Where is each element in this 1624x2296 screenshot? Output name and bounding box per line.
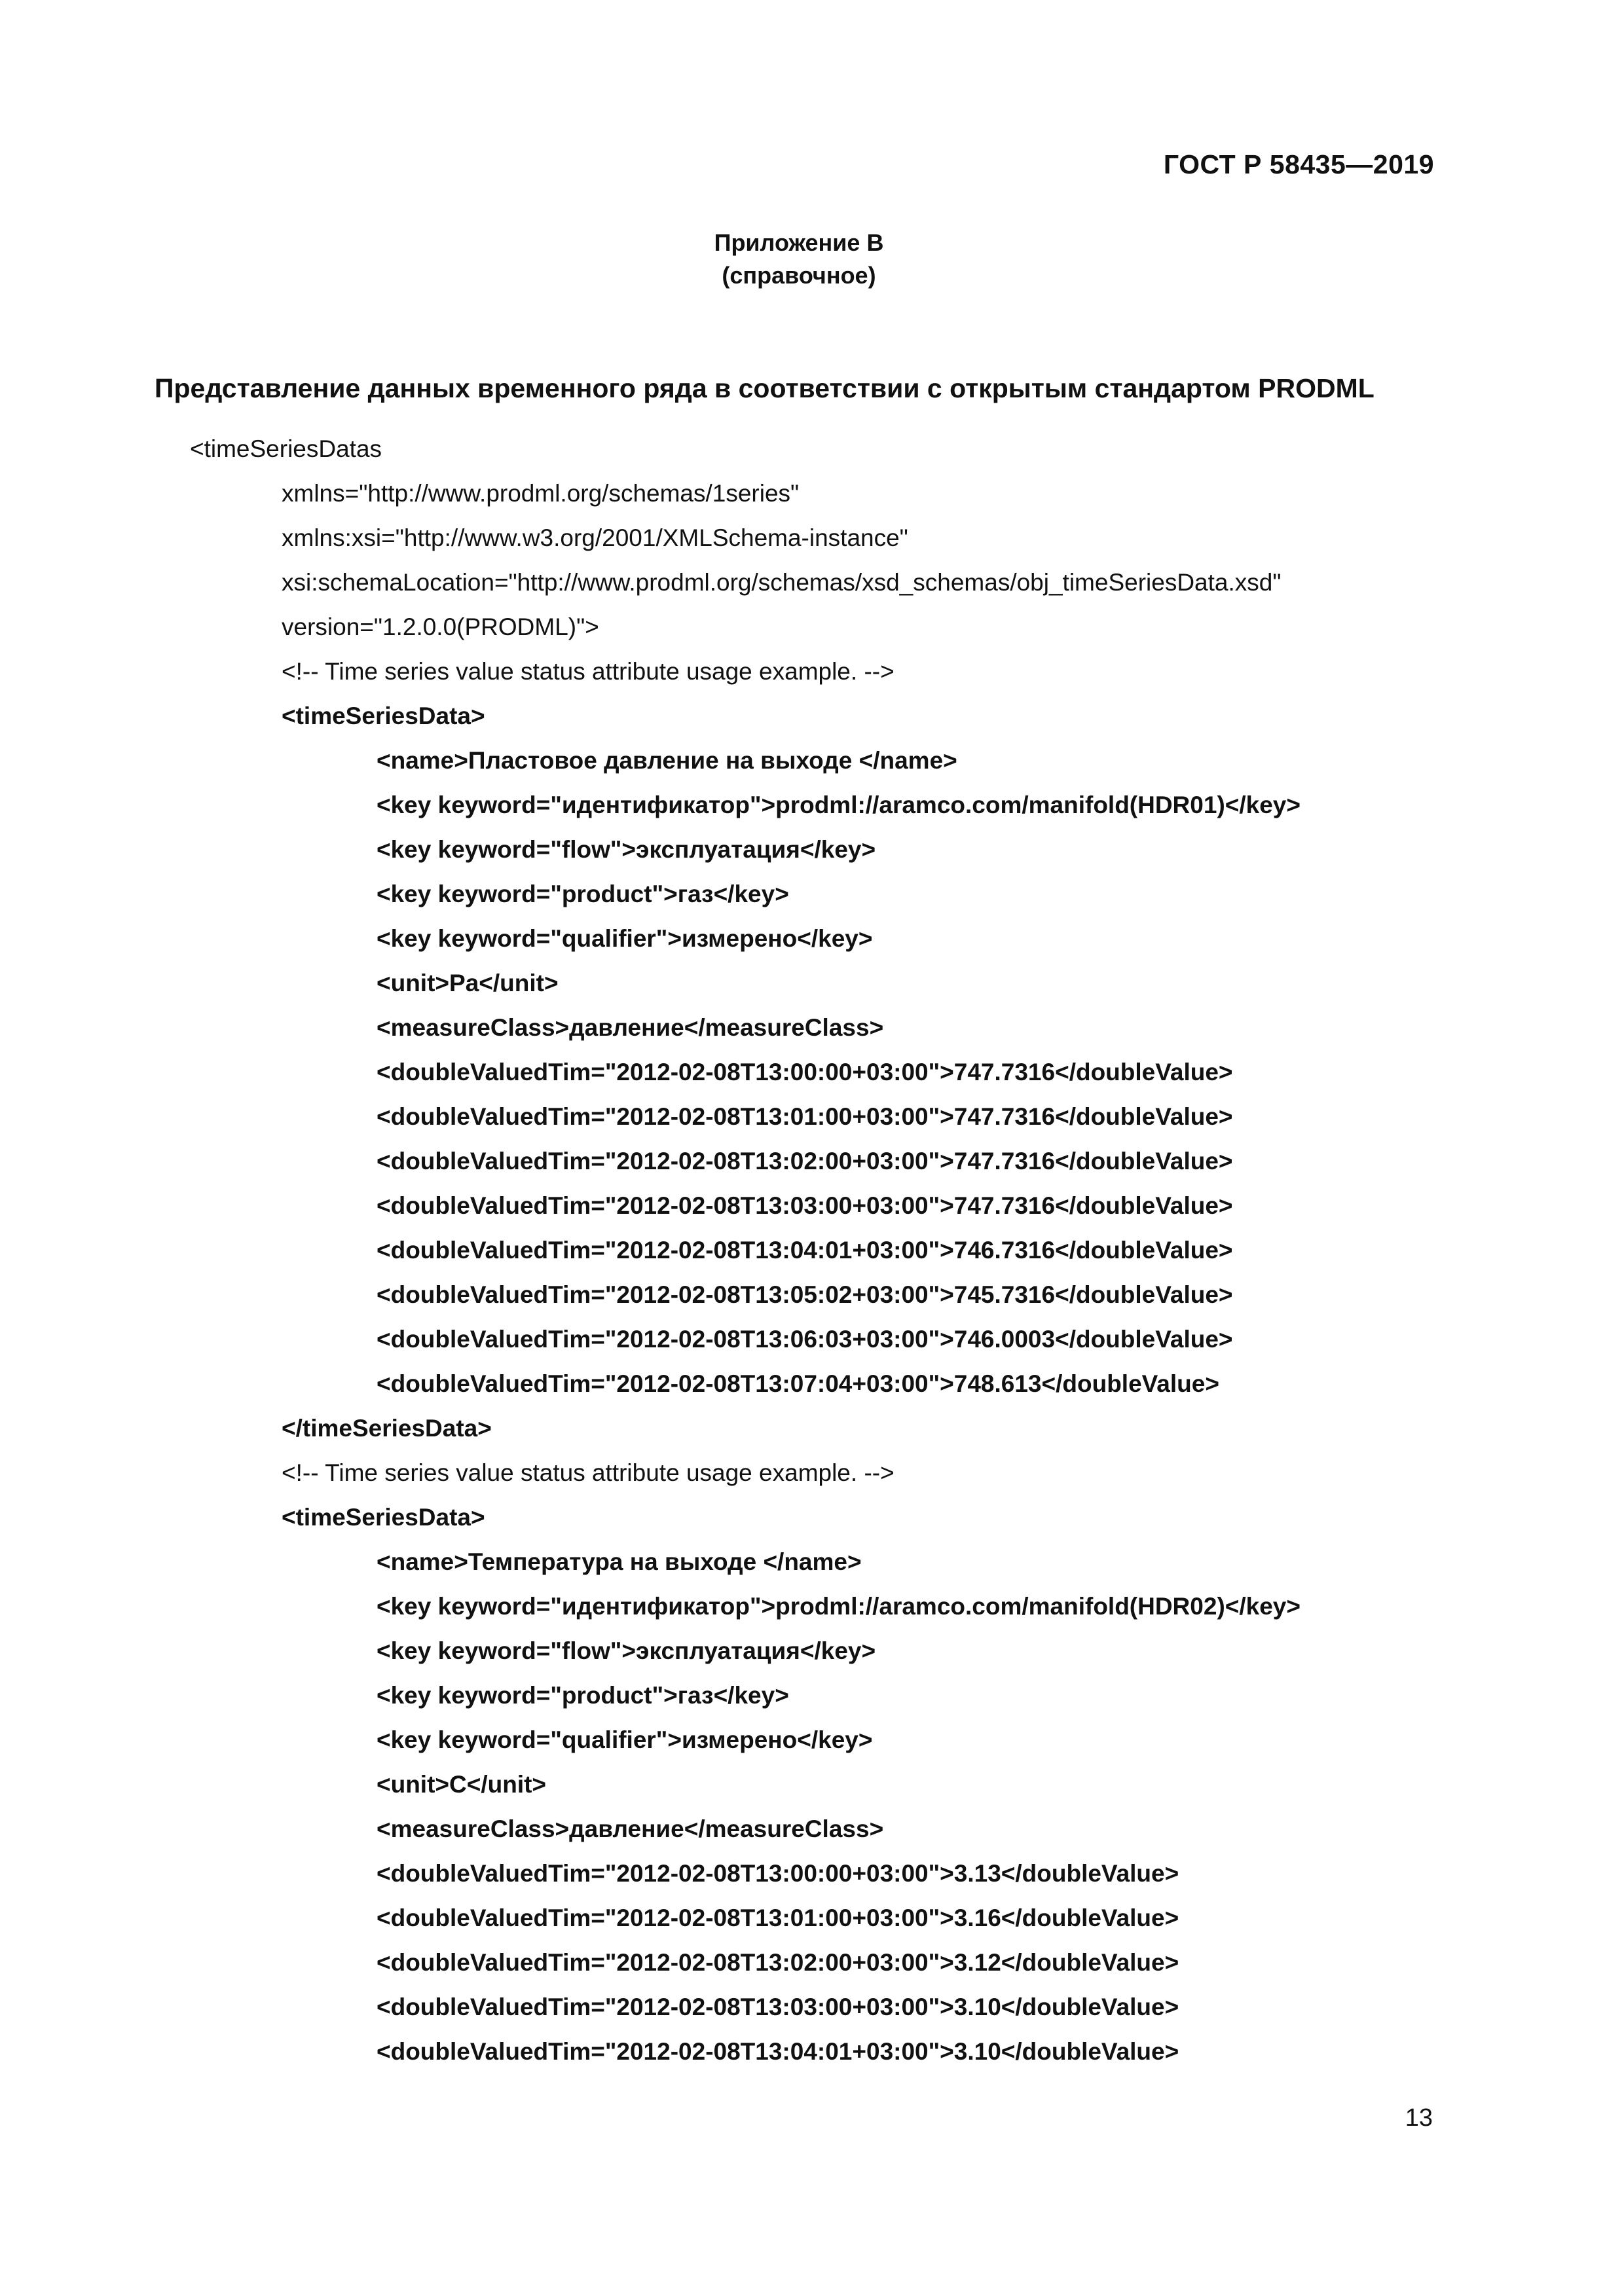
appendix-subtitle: (справочное) — [722, 262, 876, 289]
code-line: xmlns="http://www.prodml.org/schemas/1series" — [282, 480, 800, 507]
code-line: <key keyword="flow">эксплуатация</key> — [377, 836, 876, 863]
code-line: </timeSeriesData> — [282, 1415, 492, 1442]
xml-code-listing — [0, 427, 1624, 2074]
code-line: <key keyword="идентификатор">prodml://aramco.com/manifold(HDR01)</key> — [377, 792, 1301, 818]
code-line: <doubleValuedTim="2012-02-08T13:04:01+03:00">3.10</doubleValue> — [377, 2038, 1179, 2065]
code-line: <unit>Pa</unit> — [377, 970, 559, 996]
code-line: <key keyword="qualifier">измерено</key> — [377, 925, 873, 952]
code-line: <key keyword="идентификатор">prodml://aramco.com/manifold(HDR02)</key> — [377, 1593, 1301, 1620]
code-line: <name>Пластовое давление на выходе </name> — [377, 747, 957, 774]
section-title: Представление данных временного ряда в соответствии с открытым стандартом PRODML — [155, 373, 1375, 403]
code-line: <timeSeriesData> — [282, 702, 485, 729]
code-line: <doubleValuedTim="2012-02-08T13:04:01+03:00">746.7316</doubleValue> — [377, 1237, 1233, 1264]
code-line: <doubleValuedTim="2012-02-08T13:00:00+03:00">3.13</doubleValue> — [377, 1860, 1179, 1887]
appendix-heading — [0, 227, 1624, 292]
code-line: <key keyword="product">газ</key> — [377, 1682, 789, 1709]
code-line: <key keyword="product">газ</key> — [377, 881, 789, 907]
code-line: <unit>C</unit> — [377, 1771, 547, 1798]
code-line: <name>Температура на выходе </name> — [377, 1548, 862, 1575]
code-line: <measureClass>давление</measureClass> — [377, 1815, 884, 1842]
appendix-title: Приложение В — [714, 229, 884, 256]
code-line: <doubleValuedTim="2012-02-08T13:00:00+03:00">747.7316</doubleValue> — [377, 1059, 1233, 1085]
code-line: <measureClass>давление</measureClass> — [377, 1014, 884, 1041]
code-line: <key keyword="qualifier">измерено</key> — [377, 1726, 873, 1753]
page-number: 13 — [1405, 2104, 1433, 2132]
code-line: <timeSeriesData> — [282, 1504, 485, 1531]
code-line: <doubleValuedTim="2012-02-08T13:05:02+03:00">745.7316</doubleValue> — [377, 1281, 1233, 1308]
code-line: <doubleValuedTim="2012-02-08T13:01:00+03:00">747.7316</doubleValue> — [377, 1103, 1233, 1130]
document-code: ГОСТ Р 58435—2019 — [1163, 149, 1434, 179]
code-comment: <!-- Time series value status attribute usage example. --> — [282, 658, 895, 685]
code-line: xsi:schemaLocation="http://www.prodml.org/schemas/xsd_schemas/obj_timeSeriesData.xsd" — [282, 569, 1282, 596]
code-line: <doubleValuedTim="2012-02-08T13:07:04+03:00">748.613</doubleValue> — [377, 1370, 1219, 1397]
code-comment: <!-- Time series value status attribute usage example. --> — [282, 1459, 895, 1486]
code-line: <doubleValuedTim="2012-02-08T13:01:00+03:00">3.16</doubleValue> — [377, 1904, 1179, 1931]
code-line: <doubleValuedTim="2012-02-08T13:06:03+03:00">746.0003</doubleValue> — [377, 1326, 1233, 1353]
code-line: <doubleValuedTim="2012-02-08T13:02:00+03:00">747.7316</doubleValue> — [377, 1148, 1233, 1175]
code-line: <doubleValuedTim="2012-02-08T13:03:00+03:00">3.10</doubleValue> — [377, 1994, 1179, 2020]
code-line: <doubleValuedTim="2012-02-08T13:03:00+03:00">747.7316</doubleValue> — [377, 1192, 1233, 1219]
code-line: version="1.2.0.0(PRODML)"> — [282, 613, 599, 640]
code-line: xmlns:xsi="http://www.w3.org/2001/XMLSchema-instance" — [282, 524, 908, 551]
code-line: <timeSeriesDatas — [190, 435, 382, 462]
code-line: <key keyword="flow">эксплуатация</key> — [377, 1637, 876, 1664]
code-line: <doubleValuedTim="2012-02-08T13:02:00+03:00">3.12</doubleValue> — [377, 1949, 1179, 1976]
